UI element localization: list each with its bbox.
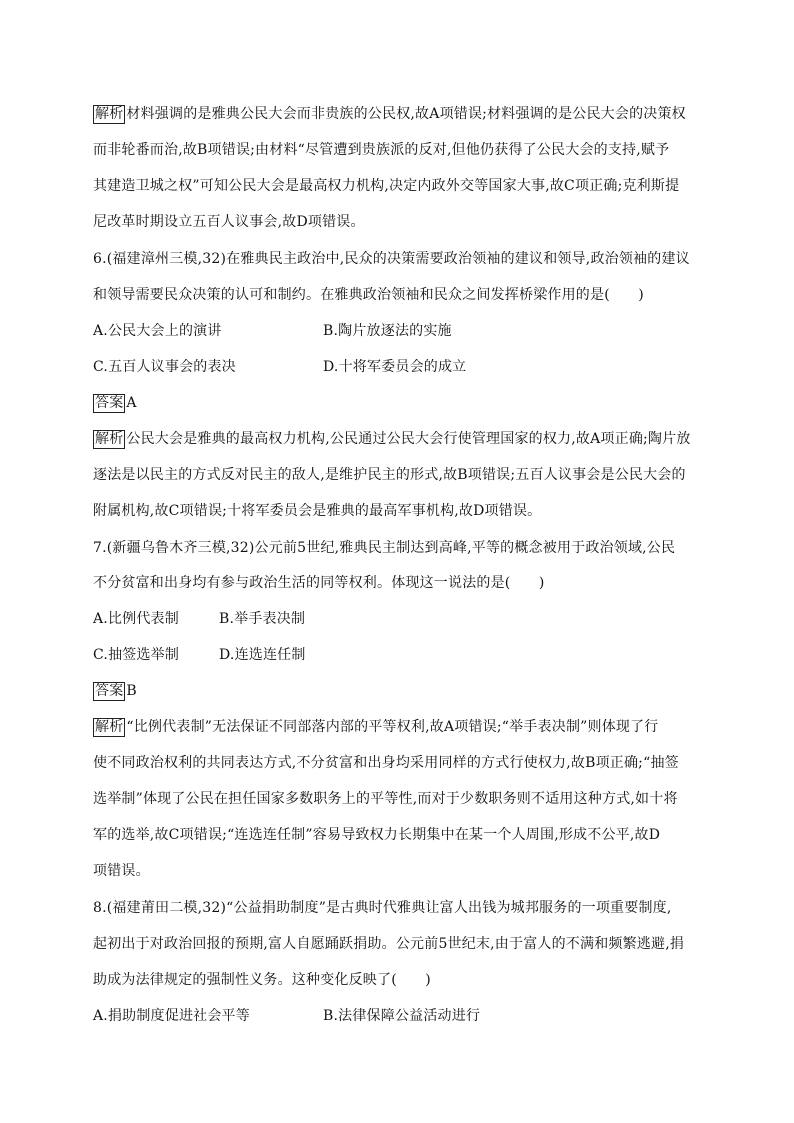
option-b: B.法律保障公益活动进行 (323, 1008, 481, 1024)
option-b: B.举手表决制 (219, 611, 306, 627)
analysis-line: 其建造卫城之权”可知公民大会是最高权力机构,决定内政外交等国家大事,故C项正确;克利斯提 (93, 178, 680, 194)
answer-label: 答案 (95, 683, 124, 699)
question-7-stem: 7.(新疆乌鲁木齐三模,32)公元前5世纪,雅典民主制达到高峰,平等的概念被用于政治领域,公民 (93, 540, 676, 556)
question-8-options-row (93, 1006, 481, 1026)
answer-value: A (126, 395, 137, 411)
answer-line (93, 393, 137, 413)
answer-label: 答案 (95, 395, 124, 411)
option-a: A.比例代表制 (93, 611, 179, 627)
analysis-label: 解析 (95, 106, 124, 122)
option-d: D.连选连任制 (219, 647, 306, 663)
analysis-line: 解析 材料强调的是雅典公民大会而非贵族的公民权,故A项错误;材料强调的是公民大会的决策权 (95, 106, 686, 122)
answer-value: B (126, 683, 137, 699)
question-6-stem: 6.(福建漳州三模,32)在雅典民主政治中,民众的决策需要政治领袖的建议和领导,政治领袖的建议 (93, 251, 690, 267)
analysis-line: 而非轮番而治,故B项错误;由材料“尽管遭到贵族派的反对,但他仍获得了公民大会的支持,赋予 (93, 142, 670, 158)
question-7-options-row (93, 645, 306, 665)
question-6-stem: 和领导需要民众决策的认可和制约。在雅典政治领袖和民众之间发挥桥梁作用的是( ) (93, 287, 644, 303)
analysis-line: 军的选举,故C项错误;“连选连任制”容易导致权力长期集中在某一个人周围,形成不公平,故D (93, 827, 661, 843)
analysis-line: 逐法是以民主的方式反对民主的敌人,是维护民主的形式,故B项错误;五百人议事会是公民大会的 (93, 467, 686, 483)
analysis-label: 解析 (95, 719, 124, 735)
question-7-options-row (93, 609, 306, 629)
analysis-line: 项错误。 (93, 863, 150, 879)
question-6-options-row (93, 357, 467, 377)
answer-line (93, 681, 137, 701)
question-8-stem: 起初出于对政治回报的预期,富人自愿踊跃捐助。公元前5世纪末,由于富人的不满和频繁逃避,捐 (93, 936, 685, 952)
question-6-options-row (93, 321, 452, 341)
question-8-stem: 8.(福建莆田二模,32)“公益捐助制度”是古典时代雅典让富人出钱为城邦服务的一项重要制度, (93, 900, 672, 916)
option-a: A.公民大会上的演讲 (93, 323, 222, 339)
question-7-stem: 不分贫富和出身均有参与政治生活的同等权利。体现这一说法的是( ) (93, 575, 545, 591)
analysis-line: 尼改革时期设立五百人议事会,故D项错误。 (93, 214, 365, 230)
analysis-line: 解析 公民大会是雅典的最高权力机构,公民通过公民大会行使管理国家的权力,故A项正确;陶片放 (95, 431, 691, 447)
option-c: C.五百人议事会的表决 (93, 359, 236, 375)
option-d: D.十将军委员会的成立 (323, 359, 467, 375)
analysis-line: 附属机构,故C项错误;十将军委员会是雅典的最高军事机构,故D项错误。 (93, 503, 542, 519)
analysis-line: 选举制”体现了公民在担任国家多数职务上的平等性,而对于少数职务则不适用这种方式,如十将 (93, 791, 678, 807)
analysis-line: 使不同政治权利的共同表达方式,不分贫富和出身均采用同样的方式行使权力,故B项正确;“抽签 (93, 755, 679, 771)
question-8-stem: 助成为法律规定的强制性义务。这种变化反映了( ) (93, 972, 431, 988)
option-b: B.陶片放逐法的实施 (323, 323, 452, 339)
option-a: A.捐助制度促进社会平等 (93, 1008, 250, 1024)
analysis-line: 解析 “比例代表制”无法保证不同部落内部的平等权利,故A项错误;“举手表决制”则体现了行 (95, 719, 659, 735)
option-c: C.抽签选举制 (93, 647, 180, 663)
analysis-label: 解析 (95, 431, 124, 447)
